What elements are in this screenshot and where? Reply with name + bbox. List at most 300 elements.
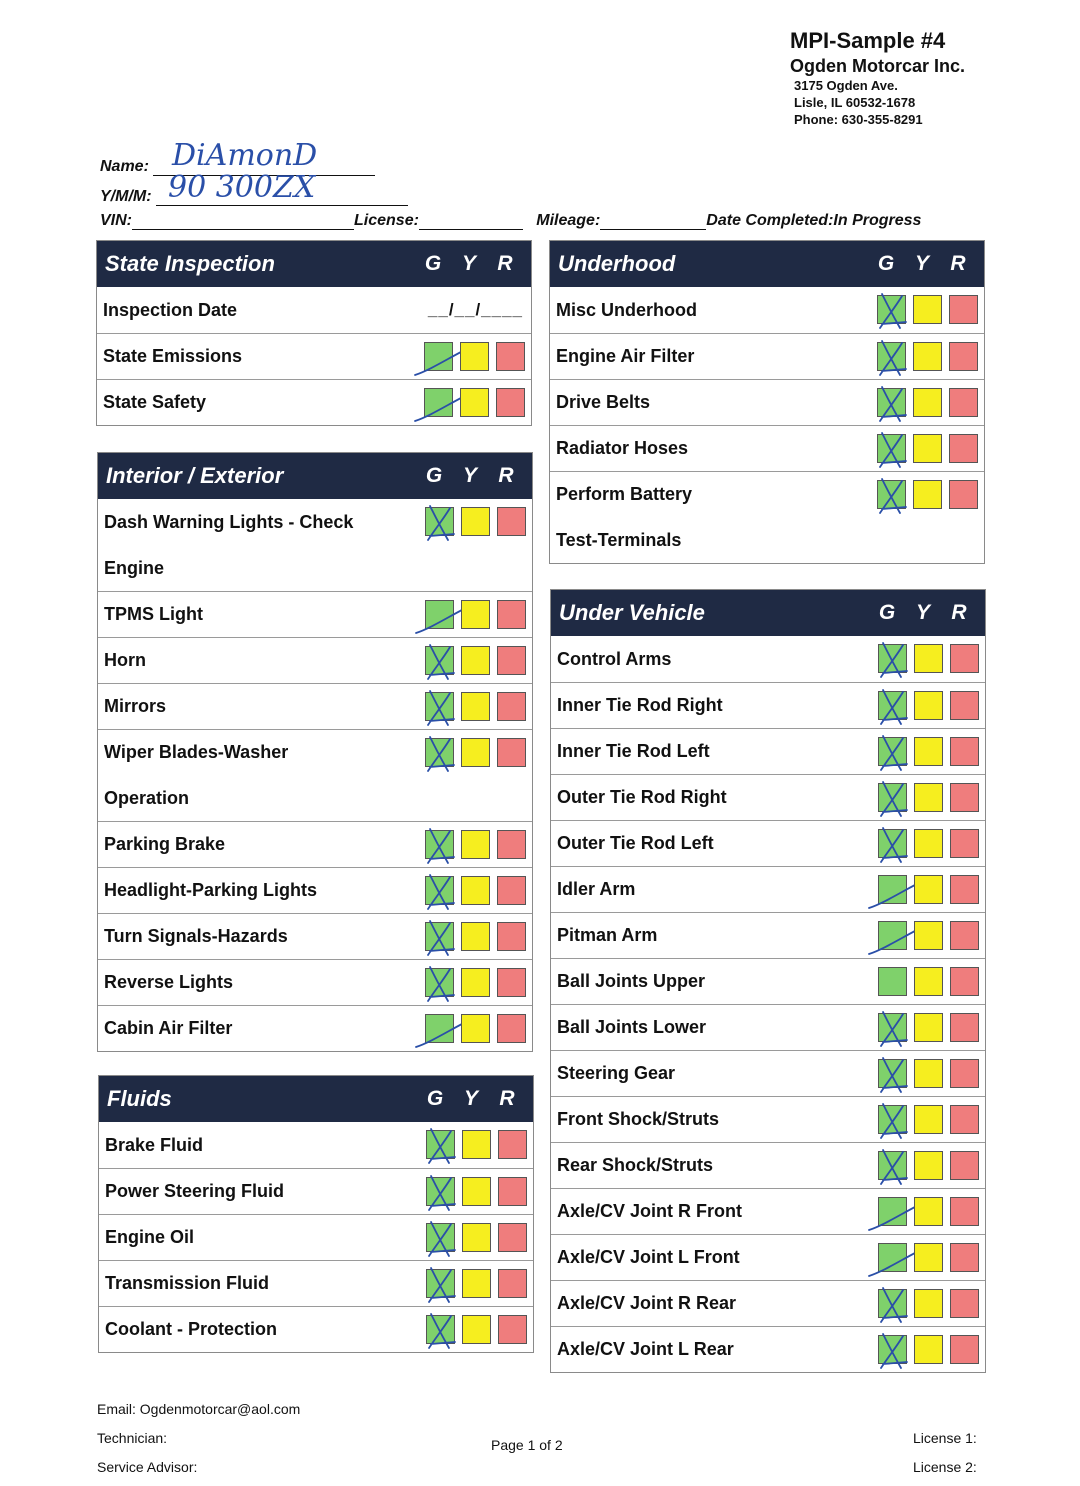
rating-boxes [878, 921, 979, 951]
pen-stroke [428, 737, 454, 771]
red-box[interactable] [950, 921, 979, 950]
rating-boxes [424, 342, 525, 372]
item-label: Dash Warning Lights - Check [104, 511, 354, 532]
pen-stroke [428, 921, 454, 955]
pen-stroke [881, 690, 907, 724]
green-box[interactable] [878, 1105, 907, 1134]
g-label: G [426, 1087, 444, 1110]
y-label: Y [462, 464, 477, 487]
item-label: Turn Signals-Hazards [104, 926, 288, 946]
fluids-section [98, 1075, 534, 1353]
table-row [99, 1214, 533, 1260]
rating-boxes [425, 876, 526, 906]
red-box[interactable] [498, 1177, 527, 1206]
green-box[interactable] [424, 342, 453, 371]
rating-boxes [878, 644, 979, 674]
green-box[interactable] [878, 1197, 907, 1226]
yellow-box[interactable] [461, 646, 490, 675]
green-box[interactable] [425, 876, 454, 905]
rating-boxes [878, 1013, 979, 1043]
yellow-box[interactable] [914, 1197, 943, 1226]
table-row [551, 1188, 985, 1234]
table-row [551, 682, 985, 728]
company-name: Ogden Motorcar Inc. [790, 56, 966, 76]
yellow-box[interactable] [460, 342, 489, 371]
red-box[interactable] [497, 830, 526, 859]
item-label: Horn [104, 650, 146, 670]
table-row [99, 1168, 533, 1214]
table-row [550, 471, 984, 517]
green-box[interactable] [424, 388, 453, 417]
footer-technician: Technician: [97, 1430, 168, 1446]
yellow-box[interactable] [913, 295, 942, 324]
gyr-legend [417, 1076, 525, 1122]
yellow-box[interactable] [914, 1105, 943, 1134]
pen-stroke [429, 1129, 455, 1163]
green-box[interactable] [878, 967, 907, 996]
item-label: State Safety [103, 392, 207, 412]
red-box[interactable] [498, 1269, 527, 1298]
item-label: Brake Fluid [105, 1134, 204, 1155]
red-box[interactable] [497, 646, 526, 675]
table-row [99, 1260, 533, 1306]
pen-stroke [880, 433, 906, 467]
green-box[interactable] [425, 830, 454, 859]
green-box[interactable] [425, 692, 454, 721]
item-label: Operation [104, 787, 190, 808]
item-label: Ball Joints Lower [557, 1017, 707, 1037]
vin-label: VIN: [100, 212, 132, 229]
yellow-box[interactable] [461, 922, 490, 951]
yellow-box[interactable] [914, 921, 943, 950]
green-box[interactable] [878, 783, 907, 812]
rating-boxes [877, 434, 978, 464]
y-label: Y [461, 252, 476, 275]
rating-boxes [878, 1151, 979, 1181]
yellow-box[interactable] [913, 480, 942, 509]
r-label: R [951, 601, 967, 624]
item-label: Inner Tie Rod Left [557, 741, 710, 761]
rating-boxes [426, 1130, 527, 1160]
item-label: Perform Battery [556, 484, 693, 504]
red-box[interactable] [497, 507, 526, 536]
name-label: Name: [100, 158, 149, 175]
red-box[interactable] [497, 1014, 526, 1043]
footer-license-2: License 2: [913, 1459, 977, 1475]
item-label: TPMS Light [104, 604, 203, 624]
red-box[interactable] [950, 737, 979, 766]
red-box[interactable] [496, 388, 525, 417]
red-box[interactable] [498, 1223, 527, 1252]
red-box[interactable] [949, 342, 978, 371]
red-box[interactable] [496, 342, 525, 371]
red-box[interactable] [497, 600, 526, 629]
yellow-box[interactable] [913, 434, 942, 463]
green-box[interactable] [877, 295, 906, 324]
table-row [550, 379, 984, 425]
rating-boxes [878, 1059, 979, 1089]
item-label: Wiper Blades-Washer [104, 742, 289, 762]
underhood-section [549, 240, 985, 564]
address-line-2: Lisle, IL 60532-1678 [794, 95, 916, 110]
table-row [98, 959, 532, 1005]
green-box[interactable] [878, 737, 907, 766]
yellow-box[interactable] [461, 830, 490, 859]
item-label: Cabin Air Filter [104, 1018, 233, 1038]
yellow-box[interactable] [461, 968, 490, 997]
rating-boxes [426, 1177, 527, 1207]
gyr-legend [415, 241, 523, 287]
red-box[interactable] [497, 876, 526, 905]
red-box[interactable] [949, 480, 978, 509]
rating-boxes [878, 691, 979, 721]
footer-service-advisor: Service Advisor: [97, 1459, 198, 1475]
green-box[interactable] [426, 1130, 455, 1159]
table-row [551, 1234, 985, 1280]
rating-boxes [878, 1105, 979, 1135]
rating-boxes [878, 1243, 979, 1273]
green-box[interactable] [426, 1223, 455, 1252]
state-inspection-section [96, 240, 532, 426]
item-label: Axle/CV Joint L Front [557, 1247, 740, 1267]
under-vehicle-section [550, 589, 986, 1373]
green-box[interactable] [878, 1059, 907, 1088]
red-box[interactable] [950, 1243, 979, 1272]
green-box[interactable] [878, 829, 907, 858]
table-row [98, 867, 532, 913]
green-box[interactable] [878, 1013, 907, 1042]
yellow-box[interactable] [914, 967, 943, 996]
rating-boxes [426, 1223, 527, 1253]
g-label: G [424, 252, 442, 275]
yellow-box[interactable] [914, 1059, 943, 1088]
yellow-box[interactable] [461, 738, 490, 767]
section-title: Fluids [107, 1086, 172, 1111]
table-row [98, 683, 532, 729]
yellow-box[interactable] [914, 1151, 943, 1180]
red-box[interactable] [950, 1059, 979, 1088]
yellow-box[interactable] [914, 737, 943, 766]
green-box[interactable] [425, 738, 454, 767]
footer-email: Email: Ogdenmotorcar@aol.com [97, 1401, 301, 1417]
pen-stroke [881, 736, 907, 770]
g-label: G [425, 464, 443, 487]
pen-stroke [429, 1268, 455, 1302]
green-box[interactable] [426, 1177, 455, 1206]
rating-boxes [426, 1269, 527, 1299]
red-box[interactable] [950, 1013, 979, 1042]
red-box[interactable] [949, 295, 978, 324]
r-label: R [499, 1087, 515, 1110]
yellow-box[interactable] [461, 507, 490, 536]
rating-boxes [424, 388, 525, 418]
yellow-box[interactable] [461, 692, 490, 721]
shop-header [790, 28, 965, 128]
table-row [551, 1004, 985, 1050]
rating-boxes [878, 1197, 979, 1227]
rating-boxes [877, 342, 978, 372]
item-label: Engine Oil [105, 1227, 195, 1247]
r-label: R [950, 252, 966, 275]
table-row [98, 637, 532, 683]
interior-exterior-header [98, 453, 532, 499]
mileage-line[interactable] [600, 212, 706, 230]
fluids-header [99, 1076, 533, 1122]
table-row [551, 1142, 985, 1188]
yellow-box[interactable] [914, 1289, 943, 1318]
green-box[interactable] [878, 1289, 907, 1318]
green-box[interactable] [425, 646, 454, 675]
r-label: R [498, 464, 514, 487]
table-row [551, 958, 985, 1004]
table-row [551, 636, 985, 682]
yellow-box[interactable] [914, 1243, 943, 1272]
red-box[interactable] [497, 922, 526, 951]
rating-boxes [878, 1289, 979, 1319]
rating-boxes [425, 600, 526, 630]
pen-stroke [881, 1012, 907, 1046]
interior-exterior-section [97, 452, 533, 1052]
red-box[interactable] [950, 691, 979, 720]
item-label: Axle/CV Joint R Front [557, 1201, 743, 1221]
red-box[interactable] [949, 388, 978, 417]
rating-boxes [877, 480, 978, 510]
table-row [551, 774, 985, 820]
rating-boxes [425, 738, 526, 768]
item-label: Coolant - Protection [105, 1319, 277, 1339]
table-row [551, 1050, 985, 1096]
yellow-box[interactable] [462, 1269, 491, 1298]
pen-stroke [429, 1314, 455, 1348]
vin-line[interactable] [132, 212, 354, 230]
rating-boxes [877, 295, 978, 325]
date-completed: Date Completed:In Progress [706, 212, 922, 229]
pen-stroke [880, 387, 906, 421]
table-row [98, 729, 532, 775]
table-row [98, 499, 532, 545]
section-title: Interior / Exterior [106, 463, 284, 488]
yellow-box[interactable] [461, 1014, 490, 1043]
pen-stroke [428, 691, 454, 725]
red-box[interactable] [950, 1197, 979, 1226]
rating-boxes [878, 737, 979, 767]
green-box[interactable] [425, 968, 454, 997]
pen-stroke [880, 479, 906, 513]
red-box[interactable] [950, 967, 979, 996]
red-box[interactable] [497, 692, 526, 721]
red-box[interactable] [949, 434, 978, 463]
underhood-header [550, 241, 984, 287]
red-box[interactable] [498, 1130, 527, 1159]
yellow-box[interactable] [462, 1130, 491, 1159]
table-row [550, 333, 984, 379]
yellow-box[interactable] [461, 876, 490, 905]
item-label: Reverse Lights [104, 972, 234, 992]
yellow-box[interactable] [914, 691, 943, 720]
red-box[interactable] [950, 1289, 979, 1318]
table-row [551, 912, 985, 958]
green-box[interactable] [425, 1014, 454, 1043]
yellow-box[interactable] [914, 644, 943, 673]
green-box[interactable] [878, 644, 907, 673]
pen-stroke [429, 1222, 455, 1256]
section-title: Underhood [558, 251, 676, 276]
yellow-box[interactable] [914, 1013, 943, 1042]
item-label: Radiator Hoses [556, 438, 689, 458]
green-box[interactable] [878, 921, 907, 950]
item-label: Pitman Arm [557, 925, 658, 945]
yellow-box[interactable] [914, 783, 943, 812]
rating-boxes [425, 922, 526, 952]
g-label: G [878, 601, 896, 624]
item-label: Transmission Fluid [105, 1273, 270, 1293]
rating-boxes [878, 829, 979, 859]
pen-stroke [428, 645, 454, 679]
red-box[interactable] [497, 738, 526, 767]
item-label: Steering Gear [557, 1063, 676, 1083]
pen-stroke [881, 1104, 907, 1138]
green-box[interactable] [877, 434, 906, 463]
pen-stroke [428, 829, 454, 863]
item-label: Engine Air Filter [556, 346, 695, 366]
table-row [97, 333, 531, 379]
green-box[interactable] [426, 1315, 455, 1344]
rating-boxes [425, 968, 526, 998]
phone: Phone: 630-355-8291 [794, 112, 923, 127]
pen-stroke [881, 1150, 907, 1184]
green-box[interactable] [877, 480, 906, 509]
yellow-box[interactable] [462, 1315, 491, 1344]
yellow-box[interactable] [914, 1335, 943, 1364]
table-row [551, 728, 985, 774]
green-box[interactable] [878, 691, 907, 720]
item-label: Test-Terminals [556, 529, 682, 550]
gyr-legend [416, 453, 524, 499]
pen-stroke [881, 1334, 907, 1368]
table-row [99, 1122, 533, 1168]
rating-boxes [878, 875, 979, 905]
item-label: Ball Joints Upper [557, 971, 706, 991]
rating-boxes [425, 830, 526, 860]
item-label: Headlight-Parking Lights [104, 880, 318, 900]
state-inspection-header [97, 241, 531, 287]
red-box[interactable] [950, 1151, 979, 1180]
green-box[interactable] [425, 600, 454, 629]
table-row-continued [98, 775, 532, 821]
table-row [98, 821, 532, 867]
inspection-date-field[interactable]: __/__/____ [427, 300, 523, 319]
yellow-box[interactable] [914, 875, 943, 904]
green-box[interactable] [425, 922, 454, 951]
rating-boxes [877, 388, 978, 418]
table-row [98, 1005, 532, 1051]
pen-stroke [881, 643, 907, 677]
rating-boxes [426, 1315, 527, 1345]
license-line[interactable] [419, 212, 523, 230]
table-row [97, 287, 531, 333]
rating-boxes [425, 1014, 526, 1044]
table-row [550, 287, 984, 333]
green-box[interactable] [878, 1335, 907, 1364]
address-line-1: 3175 Ogden Ave. [794, 78, 898, 93]
form-title: MPI-Sample #4 [790, 28, 946, 53]
yellow-box[interactable] [460, 388, 489, 417]
y-label: Y [915, 601, 930, 624]
yellow-box[interactable] [913, 342, 942, 371]
pen-stroke [881, 1058, 907, 1092]
r-label: R [497, 252, 513, 275]
green-box[interactable] [426, 1269, 455, 1298]
page-number: Page 1 of 2 [491, 1437, 563, 1453]
red-box[interactable] [950, 644, 979, 673]
item-label: Outer Tie Rod Left [557, 833, 714, 853]
mileage-label: Mileage: [536, 212, 601, 229]
green-box[interactable] [877, 388, 906, 417]
item-label: Misc Underhood [556, 299, 698, 320]
yellow-box[interactable] [462, 1177, 491, 1206]
item-label: Control Arms [557, 648, 672, 669]
green-box[interactable] [878, 1243, 907, 1272]
section-title: Under Vehicle [559, 600, 705, 625]
table-row [551, 866, 985, 912]
table-row [551, 1096, 985, 1142]
name-handwritten: DiAmonD [172, 138, 318, 173]
gyr-legend [869, 590, 977, 636]
table-row [551, 1280, 985, 1326]
item-label: Power Steering Fluid [105, 1181, 285, 1201]
red-box[interactable] [950, 875, 979, 904]
red-box[interactable] [950, 829, 979, 858]
ymm-handwritten: 90 300ZX [168, 170, 316, 205]
yellow-box[interactable] [913, 388, 942, 417]
table-row-continued [98, 545, 532, 591]
y-label: Y [463, 1087, 478, 1110]
table-row [550, 425, 984, 471]
table-row [98, 591, 532, 637]
green-box[interactable] [878, 875, 907, 904]
gyr-legend [868, 241, 976, 287]
table-row-continued [550, 517, 984, 563]
item-label: Rear Shock/Struts [557, 1155, 714, 1175]
red-box[interactable] [950, 783, 979, 812]
pen-stroke [428, 875, 454, 909]
yellow-box[interactable] [461, 600, 490, 629]
green-box[interactable] [425, 507, 454, 536]
ymm-label: Y/M/M: [100, 188, 152, 205]
item-label: Front Shock/Struts [557, 1109, 720, 1129]
red-box[interactable] [950, 1105, 979, 1134]
under-vehicle-header [551, 590, 985, 636]
rating-boxes [425, 646, 526, 676]
rating-boxes [425, 692, 526, 722]
green-box[interactable] [877, 342, 906, 371]
pen-stroke [881, 1288, 907, 1322]
red-box[interactable] [498, 1315, 527, 1344]
item-label: Idler Arm [557, 879, 636, 899]
rating-boxes [425, 507, 526, 537]
red-box[interactable] [497, 968, 526, 997]
yellow-box[interactable] [462, 1223, 491, 1252]
green-box[interactable] [878, 1151, 907, 1180]
pen-stroke [429, 1176, 455, 1210]
item-label: Outer Tie Rod Right [557, 787, 727, 807]
table-row [97, 379, 531, 425]
yellow-box[interactable] [914, 829, 943, 858]
red-box[interactable] [950, 1335, 979, 1364]
table-row [551, 820, 985, 866]
pen-stroke [428, 967, 454, 1001]
license-label: License: [354, 212, 419, 229]
